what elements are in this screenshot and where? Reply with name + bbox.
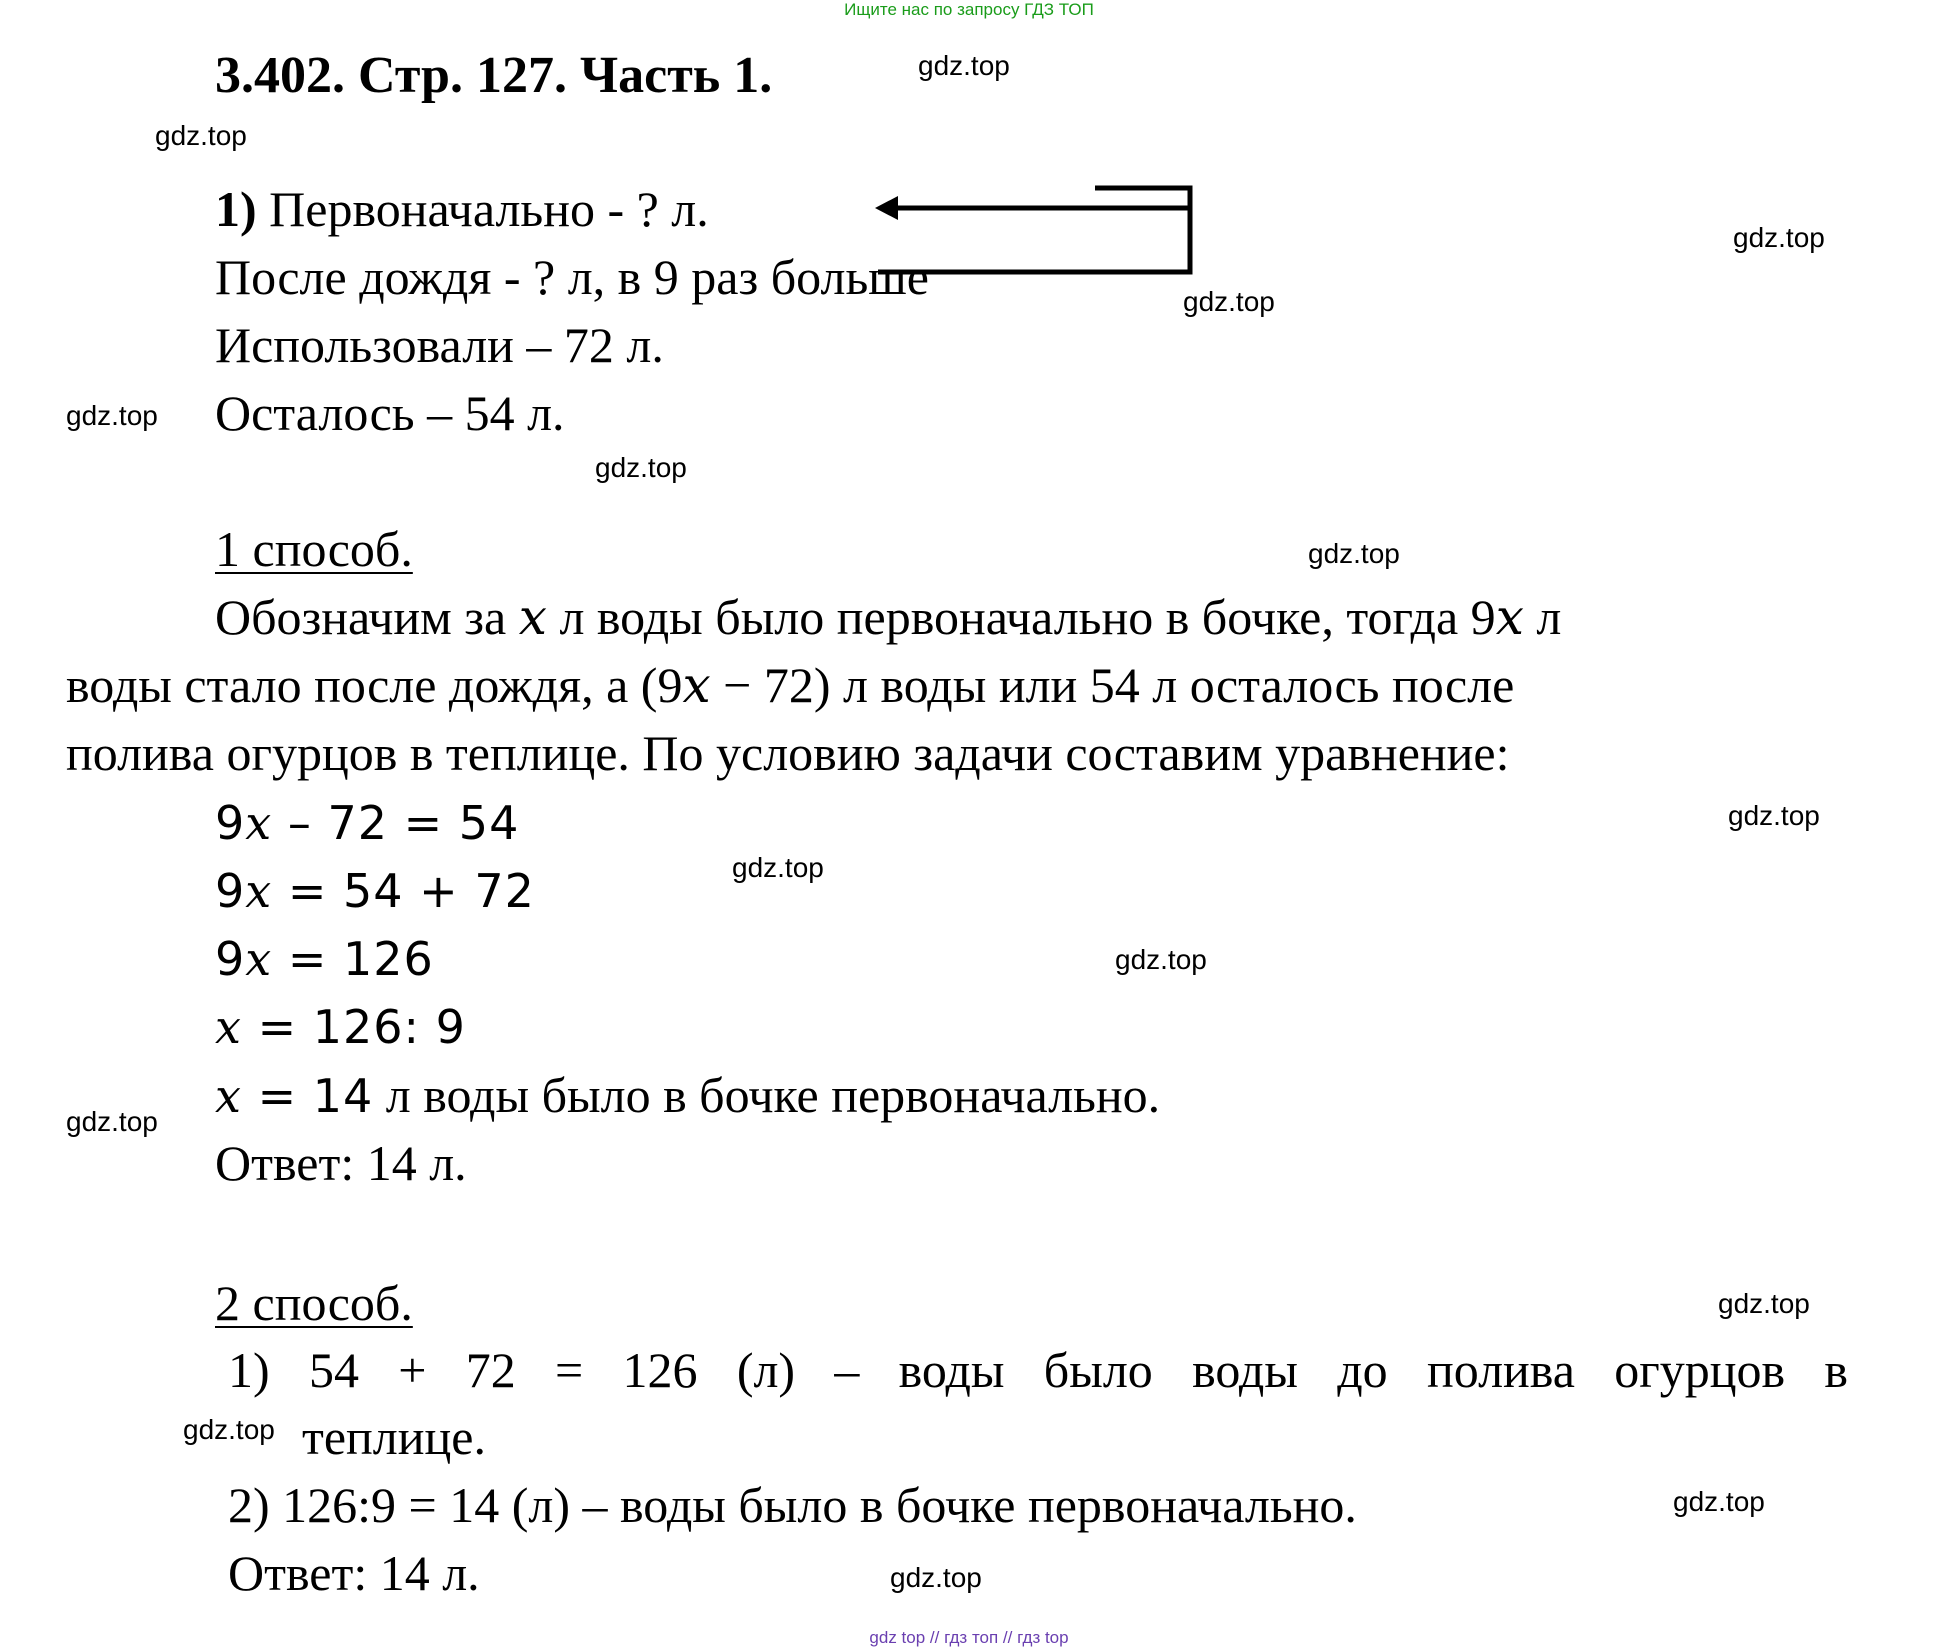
variable-x: x xyxy=(245,796,273,850)
variable-x: x xyxy=(215,1069,242,1123)
text: = 126: 9 xyxy=(241,1000,466,1054)
text: л xyxy=(1523,589,1562,645)
condition-initial: Первоначально - ? л. xyxy=(269,181,709,237)
method-1-paragraph-line-3: полива огурцов в теплице. По условию задачи составим уравнение: xyxy=(66,725,1510,781)
text: 9 xyxy=(215,932,246,986)
relation-arrow xyxy=(880,190,1200,290)
method-2-step-2: 2) 126:9 = 14 (л) – воды было в бочке первоначально. xyxy=(228,1477,1357,1533)
footer-watermark: gdz top // гдз топ // гдз top xyxy=(869,1628,1069,1647)
watermark: gdz.top xyxy=(1673,1486,1765,1517)
watermark: gdz.top xyxy=(183,1414,275,1445)
condition-line-3: Использовали – 72 л. xyxy=(215,317,664,373)
method-1-paragraph-line-1 xyxy=(215,584,1561,650)
condition-line-2: После дождя - ? л, в 9 раз больше xyxy=(215,249,929,305)
watermark: gdz.top xyxy=(1115,944,1207,975)
watermark: gdz.top xyxy=(66,400,158,431)
variable-x: x xyxy=(245,864,273,918)
watermark: gdz.top xyxy=(1733,222,1825,253)
text: = 54 + 72 xyxy=(272,864,535,918)
equation-3 xyxy=(215,926,434,992)
watermark: gdz.top xyxy=(918,50,1010,81)
search-banner: Ищите нас по запросу ГДЗ ТОП xyxy=(844,0,1094,19)
equation-1 xyxy=(215,790,519,856)
method-1-paragraph-line-2 xyxy=(66,652,1514,718)
watermark: gdz.top xyxy=(890,1562,982,1593)
watermark: gdz.top xyxy=(732,852,824,883)
text: − 72) л воды или 54 л осталось после xyxy=(710,657,1515,713)
watermark: gdz.top xyxy=(1728,800,1820,831)
equation-2 xyxy=(215,858,535,924)
condition-line-4: Осталось – 54 л. xyxy=(215,385,565,441)
relation-arrow-line xyxy=(878,188,1190,272)
text: = 126 xyxy=(272,932,434,986)
text: Обозначим за xyxy=(215,589,519,645)
condition-line-1 xyxy=(215,176,709,242)
text: л воды было первоначально в бочке, тогда 9 xyxy=(546,589,1496,645)
watermark: gdz.top xyxy=(1718,1288,1810,1319)
watermark: gdz.top xyxy=(155,120,247,151)
method-2-step-1: 1) 54 + 72 = 126 (л) – воды было воды до полива огурцов в xyxy=(228,1342,1848,1398)
text: 9 xyxy=(215,796,246,850)
text: 9 xyxy=(215,864,246,918)
variable-x: x xyxy=(245,932,273,986)
watermark: gdz.top xyxy=(1308,538,1400,569)
equation-4 xyxy=(215,994,466,1060)
text: = 14 xyxy=(241,1069,374,1123)
variable-x: x xyxy=(518,588,547,646)
text: воды стало после дождя, а (9 xyxy=(66,657,683,713)
text: – 72 = 54 xyxy=(272,796,520,850)
condition-number: 1) xyxy=(215,181,257,237)
variable-x: x xyxy=(215,1000,242,1054)
relation-arrow-head xyxy=(875,196,898,220)
watermark: gdz.top xyxy=(1183,286,1275,317)
variable-x: x xyxy=(1495,588,1524,646)
page-title: 3.402. Стр. 127. Часть 1. xyxy=(215,47,773,104)
watermark: gdz.top xyxy=(66,1106,158,1137)
method-2-heading: 2 способ. xyxy=(215,1275,413,1331)
method-1-answer: Ответ: 14 л. xyxy=(215,1135,467,1191)
method-1-heading: 1 способ. xyxy=(215,521,413,577)
equation-5 xyxy=(215,1062,1160,1129)
method-2-answer: Ответ: 14 л. xyxy=(228,1545,480,1601)
variable-x: x xyxy=(682,656,711,714)
method-2-step-1-continued: теплице. xyxy=(302,1409,486,1465)
watermark: gdz.top xyxy=(595,452,687,483)
text: л воды было в бочке первоначально. xyxy=(373,1067,1161,1123)
